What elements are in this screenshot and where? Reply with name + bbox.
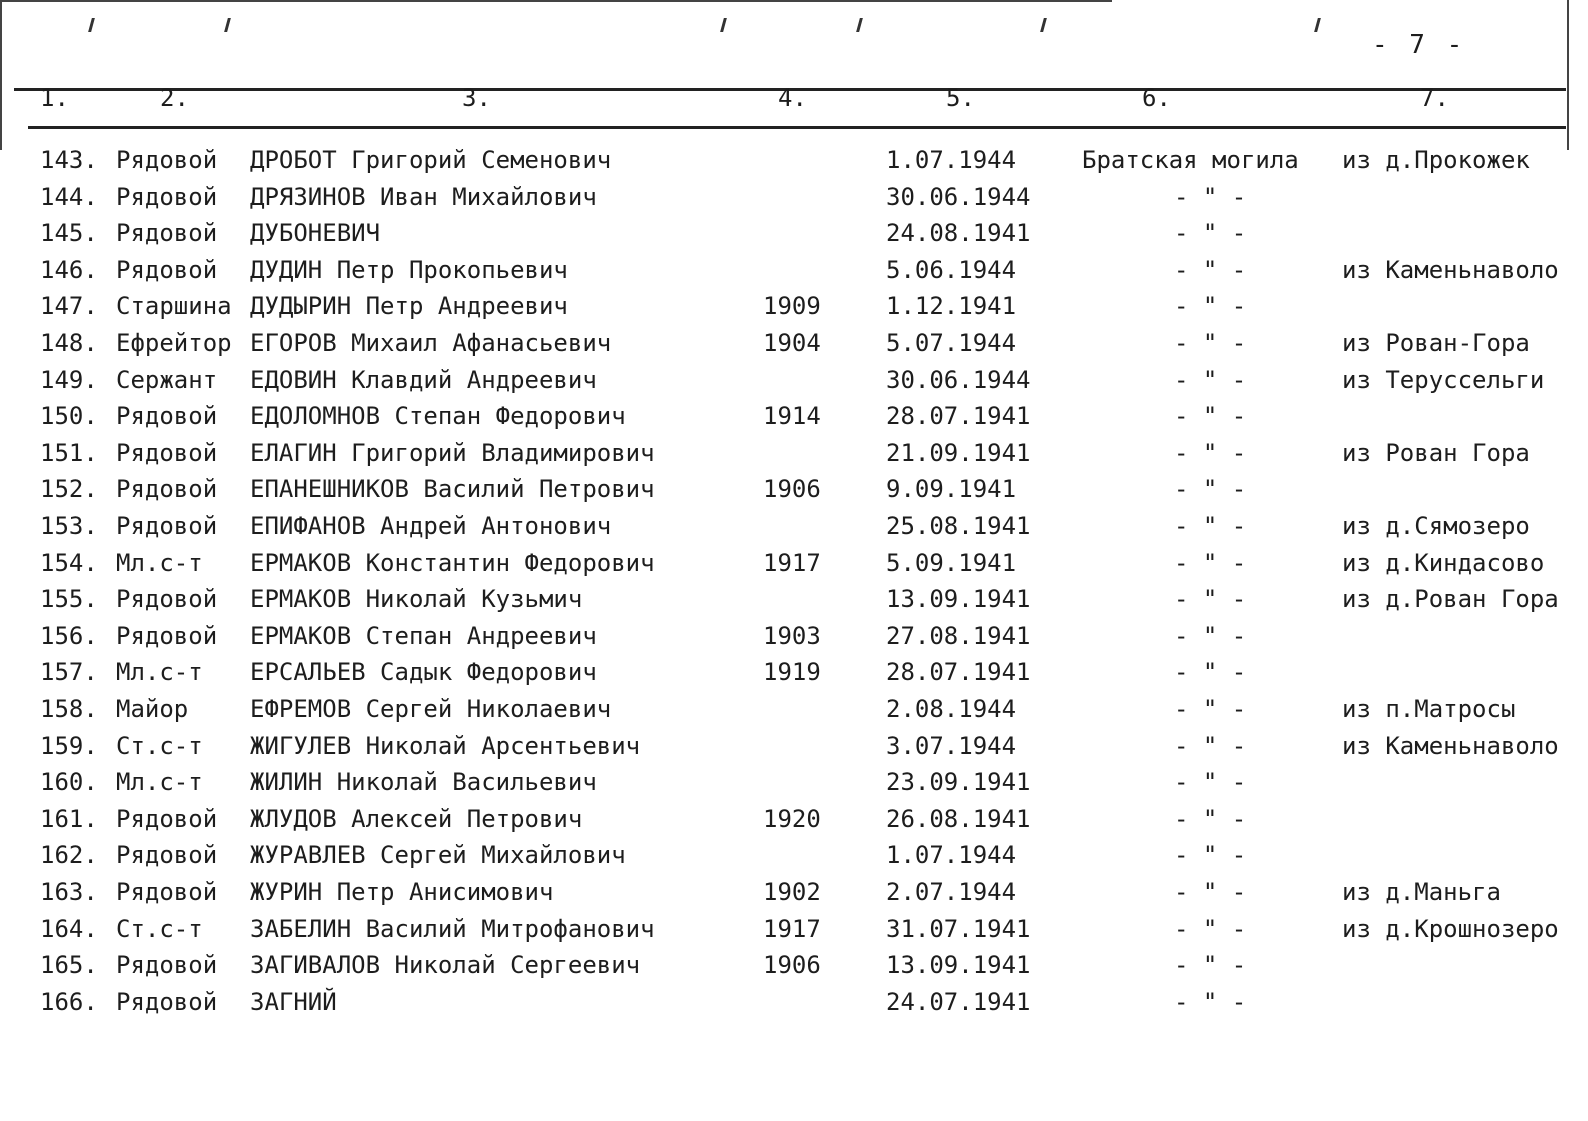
- record-origin: из д.Крошнозеро: [1342, 914, 1559, 943]
- record-number: 149.: [40, 365, 98, 394]
- record-name: ЕРМАКОВ Константин Федорович: [250, 548, 655, 577]
- record-death-date: 26.08.1941: [886, 804, 1031, 833]
- record-rank: Мл.с-т: [116, 658, 203, 687]
- record-origin: из Каменьнаволо: [1342, 255, 1559, 284]
- record-number: 154.: [40, 548, 98, 577]
- record-birth-year: 1919: [763, 658, 821, 687]
- record-number: 162.: [40, 841, 98, 870]
- record-number: 161.: [40, 804, 98, 833]
- record-number: 157.: [40, 658, 98, 687]
- table-row: [0, 471, 1588, 508]
- table-row: [0, 728, 1588, 765]
- record-name: ЕГОРОВ Михаил Афанасьевич: [250, 329, 612, 357]
- record-number: 143.: [40, 146, 98, 174]
- table-row: [0, 691, 1588, 728]
- record-burial-ditto: - " -: [1174, 475, 1247, 504]
- record-birth-year: 1920: [763, 804, 821, 833]
- record-burial-ditto: - " -: [1174, 951, 1247, 980]
- column-header-4: 4.: [778, 84, 807, 112]
- table-row: [0, 362, 1588, 399]
- table-row: [0, 947, 1588, 984]
- record-rank: Ст.с-т: [116, 731, 203, 760]
- record-burial-ditto: - " -: [1174, 878, 1247, 906]
- page-number: - 7 -: [1372, 30, 1466, 60]
- record-burial-ditto: - " -: [1174, 548, 1247, 577]
- table-row: [0, 581, 1588, 618]
- record-birth-year: 1914: [763, 402, 821, 431]
- table-row: [0, 398, 1588, 435]
- record-burial-ditto: - " -: [1174, 292, 1247, 321]
- record-rank: Рядовой: [116, 804, 218, 833]
- record-number: 145.: [40, 219, 98, 248]
- record-burial-ditto: - " -: [1174, 621, 1247, 650]
- record-number: 165.: [40, 951, 98, 980]
- column-header-2: 2.: [160, 84, 189, 112]
- table-row: [0, 837, 1588, 874]
- record-rank: Рядовой: [116, 182, 218, 211]
- record-number: 151.: [40, 438, 98, 467]
- header-rule-bottom: [28, 126, 1566, 129]
- record-name: ДУДИН Петр Прокопьевич: [250, 255, 568, 284]
- record-rank: Рядовой: [116, 219, 218, 248]
- record-burial-ditto: - " -: [1174, 731, 1247, 760]
- record-death-date: 3.07.1944: [886, 731, 1017, 760]
- record-death-date: 9.09.1941: [886, 475, 1017, 504]
- record-number: 146.: [40, 255, 98, 284]
- record-origin: из Рован Гора: [1342, 438, 1530, 467]
- record-birth-year: 1903: [763, 621, 821, 650]
- record-burial: Братская могила: [1082, 146, 1299, 174]
- record-number: 159.: [40, 731, 98, 760]
- record-death-date: 13.09.1941: [886, 585, 1031, 614]
- column-header-3: 3.: [462, 84, 491, 112]
- table-row: [0, 545, 1588, 582]
- record-number: 155.: [40, 585, 98, 614]
- record-number: 153.: [40, 512, 98, 540]
- record-death-date: 5.06.1944: [886, 255, 1017, 284]
- record-burial-ditto: - " -: [1174, 255, 1247, 284]
- record-birth-year: 1906: [763, 475, 821, 504]
- record-name: ДУДЫРИН Петр Андреевич: [250, 292, 568, 321]
- column-header-7: 7.: [1420, 84, 1449, 112]
- record-number: 164.: [40, 914, 98, 943]
- record-name: ДРОБОТ Григорий Семенович: [250, 146, 612, 174]
- record-rank: Ст.с-т: [116, 914, 203, 943]
- record-origin: из д.Рован Гора: [1342, 585, 1559, 614]
- record-death-date: 23.09.1941: [886, 768, 1031, 797]
- record-birth-year: 1906: [763, 951, 821, 980]
- record-burial-ditto: - " -: [1174, 841, 1247, 870]
- record-death-date: 25.08.1941: [886, 512, 1031, 540]
- record-number: 163.: [40, 878, 98, 906]
- record-death-date: 5.09.1941: [886, 548, 1017, 577]
- record-burial-ditto: - " -: [1174, 585, 1247, 614]
- record-burial-ditto: - " -: [1174, 987, 1247, 1016]
- table-row: [0, 801, 1588, 838]
- table-row: [0, 179, 1588, 216]
- record-name: ДРЯЗИНОВ Иван Михайлович: [250, 182, 597, 211]
- record-death-date: 31.07.1941: [886, 914, 1031, 943]
- record-rank: Рядовой: [116, 951, 218, 980]
- record-number: 160.: [40, 768, 98, 797]
- record-birth-year: 1917: [763, 548, 821, 577]
- record-name: ЕПАНЕШНИКОВ Василий Петрович: [250, 475, 655, 504]
- record-name: ЖИЛИН Николай Васильевич: [250, 768, 597, 797]
- record-rank: Мл.с-т: [116, 768, 203, 797]
- table-row: [0, 508, 1588, 545]
- column-header-6: 6.: [1142, 84, 1171, 112]
- record-rank: Майор: [116, 695, 189, 723]
- record-death-date: 28.07.1941: [886, 402, 1031, 431]
- stray-mark: [1314, 18, 1321, 32]
- record-number: 148.: [40, 329, 98, 357]
- record-rank: Рядовой: [116, 987, 218, 1016]
- record-name: ЖУРАВЛЕВ Сергей Михайлович: [250, 841, 626, 870]
- record-death-date: 1.07.1944: [886, 146, 1017, 174]
- column-header-1: 1.: [40, 84, 69, 112]
- record-name: ДУБОНЕВИЧ: [250, 219, 381, 248]
- record-burial-ditto: - " -: [1174, 438, 1247, 467]
- record-origin: из д.Маньга: [1342, 878, 1501, 906]
- table-row: [0, 435, 1588, 472]
- record-death-date: 24.07.1941: [886, 987, 1031, 1016]
- table-row: [0, 911, 1588, 948]
- record-rank: Рядовой: [116, 512, 218, 540]
- record-death-date: 21.09.1941: [886, 438, 1031, 467]
- record-death-date: 24.08.1941: [886, 219, 1031, 248]
- record-death-date: 30.06.1944: [886, 365, 1031, 394]
- record-name: ЕРМАКОВ Степан Андреевич: [250, 621, 597, 650]
- record-rank: Рядовой: [116, 146, 218, 174]
- record-origin: из п.Матросы: [1342, 695, 1516, 723]
- table-row: [0, 984, 1588, 1021]
- record-name: ЖЛУДОВ Алексей Петрович: [250, 804, 583, 833]
- record-burial-ditto: - " -: [1174, 804, 1247, 833]
- record-origin: из Каменьнаволо: [1342, 731, 1559, 760]
- record-rank: Рядовой: [116, 878, 218, 906]
- record-death-date: 30.06.1944: [886, 182, 1031, 211]
- record-name: ЕДОЛОМНОВ Степан Федорович: [250, 402, 626, 431]
- record-death-date: 2.07.1944: [886, 878, 1017, 906]
- table-row: [0, 874, 1588, 911]
- record-name: ЖУРИН Петр Анисимович: [250, 878, 554, 906]
- record-name: ЗАГНИЙ: [250, 987, 337, 1016]
- table-row: [0, 764, 1588, 801]
- record-number: 150.: [40, 402, 98, 431]
- record-burial-ditto: - " -: [1174, 329, 1247, 357]
- record-birth-year: 1917: [763, 914, 821, 943]
- record-burial-ditto: - " -: [1174, 512, 1247, 540]
- record-number: 144.: [40, 182, 98, 211]
- right-border: [1567, 0, 1569, 150]
- record-rank: Рядовой: [116, 255, 218, 284]
- record-death-date: 5.07.1944: [886, 329, 1017, 357]
- table-row: [0, 325, 1588, 362]
- record-number: 166.: [40, 987, 98, 1016]
- record-rank: Рядовой: [116, 402, 218, 431]
- record-name: ЖИГУЛЕВ Николай Арсентьевич: [250, 731, 641, 760]
- record-name: ЕПИФАНОВ Андрей Антонович: [250, 512, 612, 540]
- record-origin: из д.Киндасово: [1342, 548, 1545, 577]
- record-name: ЕДОВИН Клавдий Андреевич: [250, 365, 597, 394]
- record-origin: из д.Прокожек: [1342, 146, 1530, 174]
- record-death-date: 28.07.1941: [886, 658, 1031, 687]
- table-row: [0, 618, 1588, 655]
- record-name: ЗАБЕЛИН Василий Митрофанович: [250, 914, 655, 943]
- record-rank: Сержант: [116, 365, 218, 394]
- record-rank: Рядовой: [116, 585, 218, 614]
- record-death-date: 13.09.1941: [886, 951, 1031, 980]
- record-burial-ditto: - " -: [1174, 219, 1247, 248]
- record-name: ЗАГИВАЛОВ Николай Сергеевич: [250, 951, 641, 980]
- record-burial-ditto: - " -: [1174, 914, 1247, 943]
- record-burial-ditto: - " -: [1174, 768, 1247, 797]
- record-death-date: 27.08.1941: [886, 621, 1031, 650]
- table-row: [0, 654, 1588, 691]
- table-row: [0, 252, 1588, 289]
- record-number: 156.: [40, 621, 98, 650]
- record-burial-ditto: - " -: [1174, 182, 1247, 211]
- record-name: ЕФРЕМОВ Сергей Николаевич: [250, 695, 612, 723]
- record-name: ЕЛАГИН Григорий Владимирович: [250, 438, 655, 467]
- record-rank: Рядовой: [116, 841, 218, 870]
- record-rank: Рядовой: [116, 475, 218, 504]
- record-name: ЕРСАЛЬЕВ Садык Федорович: [250, 658, 597, 687]
- record-birth-year: 1904: [763, 329, 821, 357]
- table-row: [0, 288, 1588, 325]
- record-burial-ditto: - " -: [1174, 365, 1247, 394]
- record-burial-ditto: - " -: [1174, 695, 1247, 723]
- record-origin: из Теруссельги: [1342, 365, 1545, 394]
- record-number: 147.: [40, 292, 98, 321]
- record-rank: Рядовой: [116, 621, 218, 650]
- record-birth-year: 1902: [763, 878, 821, 906]
- record-death-date: 2.08.1944: [886, 695, 1017, 723]
- record-rank: Рядовой: [116, 438, 218, 467]
- record-name: ЕРМАКОВ Николай Кузьмич: [250, 585, 583, 614]
- record-rank: Ефрейтор: [116, 329, 232, 357]
- record-number: 158.: [40, 695, 98, 723]
- table-row: [0, 142, 1588, 179]
- column-header-5: 5.: [946, 84, 975, 112]
- record-death-date: 1.07.1944: [886, 841, 1017, 870]
- record-origin: из Рован-Гора: [1342, 329, 1530, 357]
- record-number: 152.: [40, 475, 98, 504]
- record-rank: Мл.с-т: [116, 548, 203, 577]
- record-rank: Старшина: [116, 292, 232, 321]
- table-row: [0, 215, 1588, 252]
- record-burial-ditto: - " -: [1174, 402, 1247, 431]
- record-birth-year: 1909: [763, 292, 821, 321]
- record-origin: из д.Сямозеро: [1342, 512, 1530, 540]
- record-death-date: 1.12.1941: [886, 292, 1017, 321]
- record-burial-ditto: - " -: [1174, 658, 1247, 687]
